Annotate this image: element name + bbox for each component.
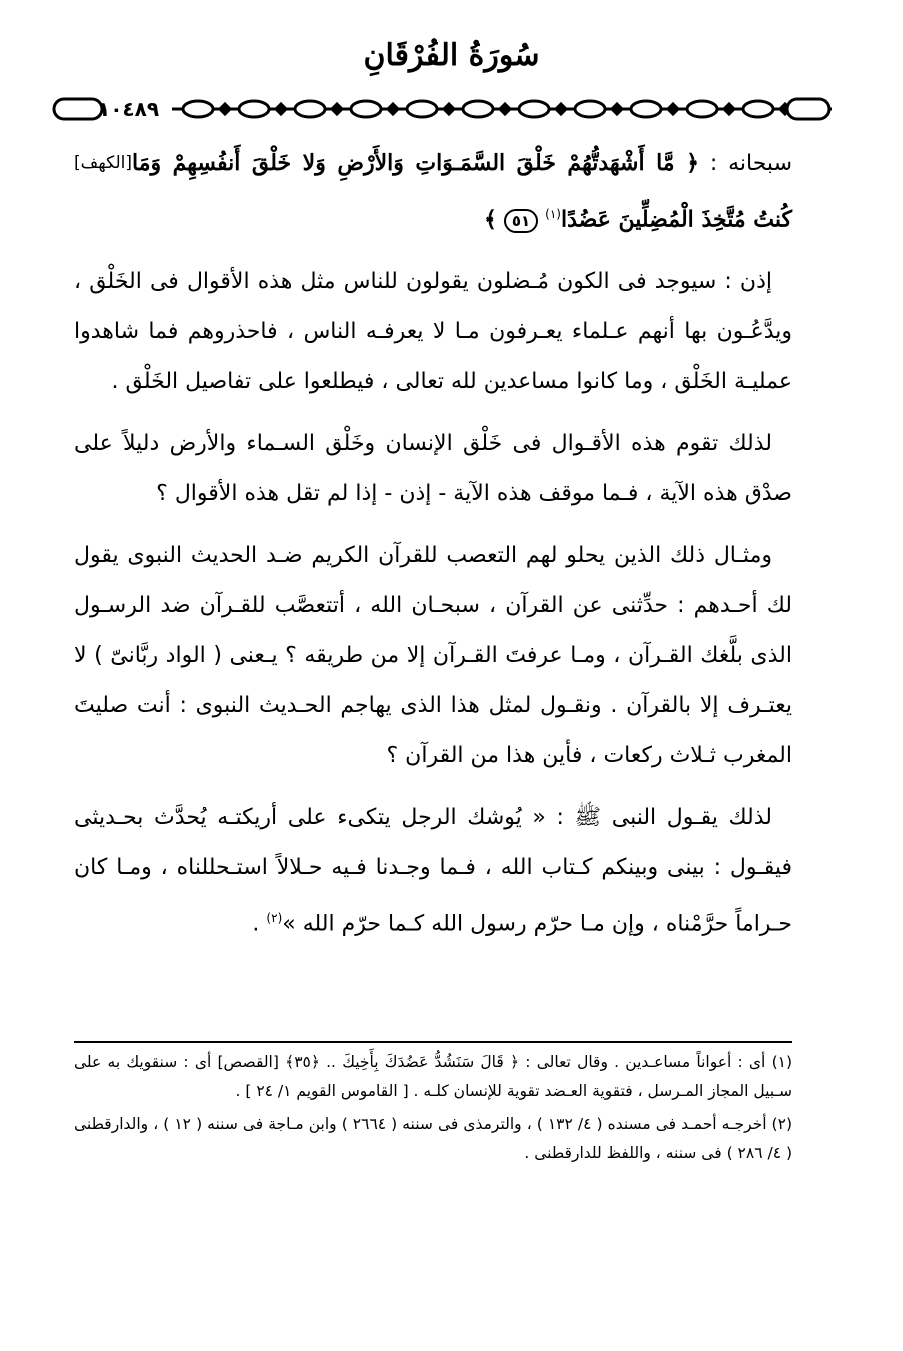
main-text: [74, 138, 792, 962]
paragraph-tail: .: [252, 911, 267, 937]
verse-paragraph: [74, 138, 792, 245]
quran-verse: ﴿ مَّا أَشْهَدتُّهُمْ خَلْقَ السَّمَـوَاتِ وَالأَرْضِ وَلا خَلْقَ أَنفُسِهِمْ وَمَا كُنتُ مُتَّخِذَ الْمُضِلِّينَ عَضُدًا: [132, 150, 792, 233]
paragraph: لذلك تقوم هذه الأقـوال فى خَلْق الإنسان وخَلْق السـماء والأرض دليلاً على صدْق هذه الآية ، فـما موقف هذه الآية - إذن - إذا لم تقل هذه الأقوال ؟: [74, 431, 792, 507]
footnote-2: (٢) أخرجـه أحمـد فى مسنده ( ٤/ ١٣٢ ) ، والترمذى فى سننه ( ٢٦٦٤ ) وابن مـاجة فى سننه ( ١٢ ) ، والدارقطنى ( ٤/ ٢٨٦ ) فى سننه ، واللفظ للدارقطنى .: [74, 1115, 792, 1162]
footnote-marker-1: (١): [545, 207, 561, 221]
footnote-1: (١) أى : أعواناً مساعـدين . وقال تعالى : ﴿ قَالَ سَنَشُدُّ عَضُدَكَ بِأَخِيكَ .. ﴿٣٥﴾ [القصص] أى : سنقويك به على سـبيل المجاز المـرسل ، فتقوية العـضد تقوية للإنسان كلـه . [ القاموس القويم ١/ ٢٤ ] .: [74, 1053, 793, 1100]
lead-text: سبحانه :: [699, 151, 793, 176]
page-number: ١٠٤٨٩: [98, 97, 160, 121]
verse-close-bracket: ﴾: [483, 206, 497, 233]
surah-reference: [الكهف]: [74, 153, 132, 173]
hadith-text: لذلك يقـول النبى ﷺ : « يُوشك الرجل يتكىء على أريكتـه يُحدَّث بحـديثى فيقـول : بينى وبينكم كـتاب الله ، فـما وجـدنا فـيه حـلالاً استـحللناه ، ومـا كان حـراماً حرَّمْناه ، وإن مـا حرّم رسول الله كـما حرّم الله »: [74, 805, 792, 937]
paragraph: ومثـال ذلك الذين يحلو لهم التعصب للقرآن الكريم ضـد الحديث النبوى يقول لك أحـدهم : حدِّثنى عن القرآن ، سبحـان الله ، أتتعصَّب للقـرآن ضد الرسـول الذى بلَّغك القـرآن ، ومـا عرفتَ القـرآن إلا من طريقه ؟ يـعنى ( الواد ربَّانىّ ) لا يعتـرف إلا بالقرآن . ونقـول لمثل هذا الذى يهاجم الحـديث النبوى : أنت صليتَ المغرب ثـلاث ركعات ، فأين هذا من القرآن ؟: [74, 543, 792, 769]
paragraph: إذن : سيوجد فى الكون مُـضلون يقولون للناس مثل هذه الأقوال فى الخَلْق ، ويدَّعُـون بها أنهم عـلماء يعـرفون مـا لا يعرفـه الناس ، فاحذروهم فما شاهدوا عمليـة الخَلْق ، وما كانوا مساعدين لله تعالى ، فيطلعوا على تفاصيل الخَلْق .: [74, 269, 792, 395]
surah-title: سُورَةُ الفُرْقَانِ: [363, 38, 540, 73]
ayah-number: ٥١: [504, 209, 538, 233]
footnotes: [74, 1048, 792, 1172]
footnote-rule: [74, 1041, 792, 1043]
paragraph: [74, 793, 792, 949]
footnote-marker-2: (٢): [266, 911, 283, 926]
